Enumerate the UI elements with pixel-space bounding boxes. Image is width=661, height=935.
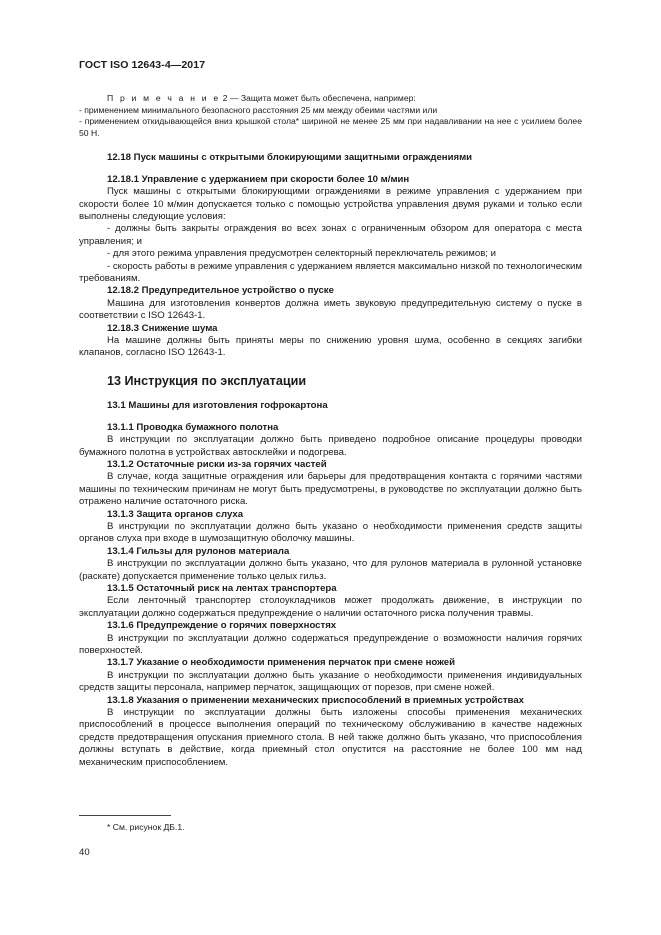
footnote: * См. рисунок ДБ.1.: [107, 822, 185, 832]
note-label: П р и м е ч а н и е: [107, 93, 221, 103]
section-12-18-3-title: 12.18.3 Снижение шума: [107, 322, 218, 334]
section-12-18-title: 12.18 Пуск машины с открытыми блокирующими защитными ограждениями: [107, 152, 473, 164]
paragraph: В инструкции по эксплуатации должно быть указано, что для рулонов материала в рулонной установке (раскате) допускается применение только целых гильз.: [79, 558, 582, 582]
paragraph: Машина для изготовления конвертов должна иметь звуковую предупредительную систему о пуске в соответствии с ISO 12643-1.: [79, 297, 582, 322]
page-content: [79, 93, 582, 769]
paragraph: На машине должны быть приняты меры по снижению уровня шума, особенно в секциях загибки клапанов, согласно ISO 12643-1.: [79, 335, 582, 359]
list-item: - должны быть закрыты ограждения во всех зонах с ограниченным обзором для оператора с места управления; и: [79, 223, 582, 247]
paragraph: В инструкции по эксплуатации должно быть указание о необходимости применения индивидуальных средств защиты персонала, например перчаток, защищающих от порезов, при смене ножей.: [79, 669, 582, 694]
section-12-18-2-title: 12.18.2 Предупредительное устройство о пуске: [107, 285, 334, 297]
list-item: - для этого режима управления предусмотрен селекторный переключатель режимов; и: [107, 248, 496, 260]
section-12-18-1-title: 12.18.1 Управление с удержанием при скорости более 10 м/мин: [107, 173, 410, 185]
paragraph: Пуск машины с открытыми блокирующими ограждениями в режиме управления с удержанием при скорости более 10 м/мин допускается только с помощью устройства управления двумя руками и только если выполнены следующие условия:: [79, 186, 582, 222]
note-item: - применением минимального безопасного расстояния 25 мм между обеими частями или: [79, 104, 438, 115]
paragraph: В инструкции по эксплуатации должно содержаться предупреждение о возможности наличия горячих поверхностей.: [79, 632, 582, 656]
paragraph: В инструкции по эксплуатации должны быть изложены способы применения механических приспособлений в процессе выполнения операций по техническому обслуживанию в качестве надежных средств предотвращения опускания приемного стола. В ней также должно быть указано, что приспособления должны вступать в действие, когда приемный стол опустится на расстояние не более 100 мм над механическим приспособлением.: [79, 707, 582, 768]
document-header: ГОСТ ISO 12643-4—2017: [79, 59, 206, 71]
note-intro-text: 2 — Защита может быть обеспечена, например:: [220, 93, 416, 103]
page-number: 40: [79, 847, 90, 858]
note-item: - применением откидывающейся вниз крышкой стола* шириной не менее 25 мм при надавливании на нее с усилием более 50 Н.: [79, 116, 582, 138]
paragraph: Если ленточный транспортер столоукладчиков может продолжать движение, в инструкции по эксплуатации должно содержаться предупреждение о наличии остаточного риска получения травмы.: [79, 595, 582, 619]
list-item: - скорость работы в режиме управления с удержанием является максимально низкой по технологическим требованиям.: [79, 260, 582, 285]
note-intro: [79, 93, 582, 105]
section-13-title: 13 Инструкция по эксплуатации: [107, 373, 307, 388]
section-13-1-6-title: 13.1.6 Предупреждение о горячих поверхностях: [107, 620, 337, 632]
section-13-1-title: 13.1 Машины для изготовления гофрокартона: [107, 400, 328, 412]
paragraph: В инструкции по эксплуатации должно быть приведено подробное описание процедуры проводки бумажного полотна в устройствах автосклейки и подогрева.: [79, 434, 582, 458]
section-13-1-7-title: 13.1.7 Указание о необходимости применения перчаток при смене ножей: [107, 657, 456, 669]
section-13-1-2-title: 13.1.2 Остаточные риски из-за горячих частей: [107, 458, 327, 470]
paragraph: В случае, когда защитные ограждения или барьеры для предотвращения контакта с горячими частями машины по техническим причинам не могут быть предусмотрены, в руководстве по эксплуатации должно быть отражено наличие остаточного риска.: [79, 471, 582, 508]
section-13-1-4-title: 13.1.4 Гильзы для рулонов материала: [107, 545, 290, 557]
paragraph: В инструкции по эксплуатации должно быть указано о необходимости применения средств защиты органов слуха при входе в шумозащитную оболочку машины.: [79, 520, 582, 545]
section-13-1-3-title: 13.1.3 Защита органов слуха: [107, 508, 244, 520]
section-13-1-1-title: 13.1.1 Проводка бумажного полотна: [107, 421, 279, 433]
footnote-divider: [79, 815, 171, 816]
section-13-1-8-title: 13.1.8 Указания о применении механических приспособлений в приемных устройствах: [107, 694, 525, 706]
section-13-1-5-title: 13.1.5 Остаточный риск на лентах транспортера: [107, 582, 337, 594]
